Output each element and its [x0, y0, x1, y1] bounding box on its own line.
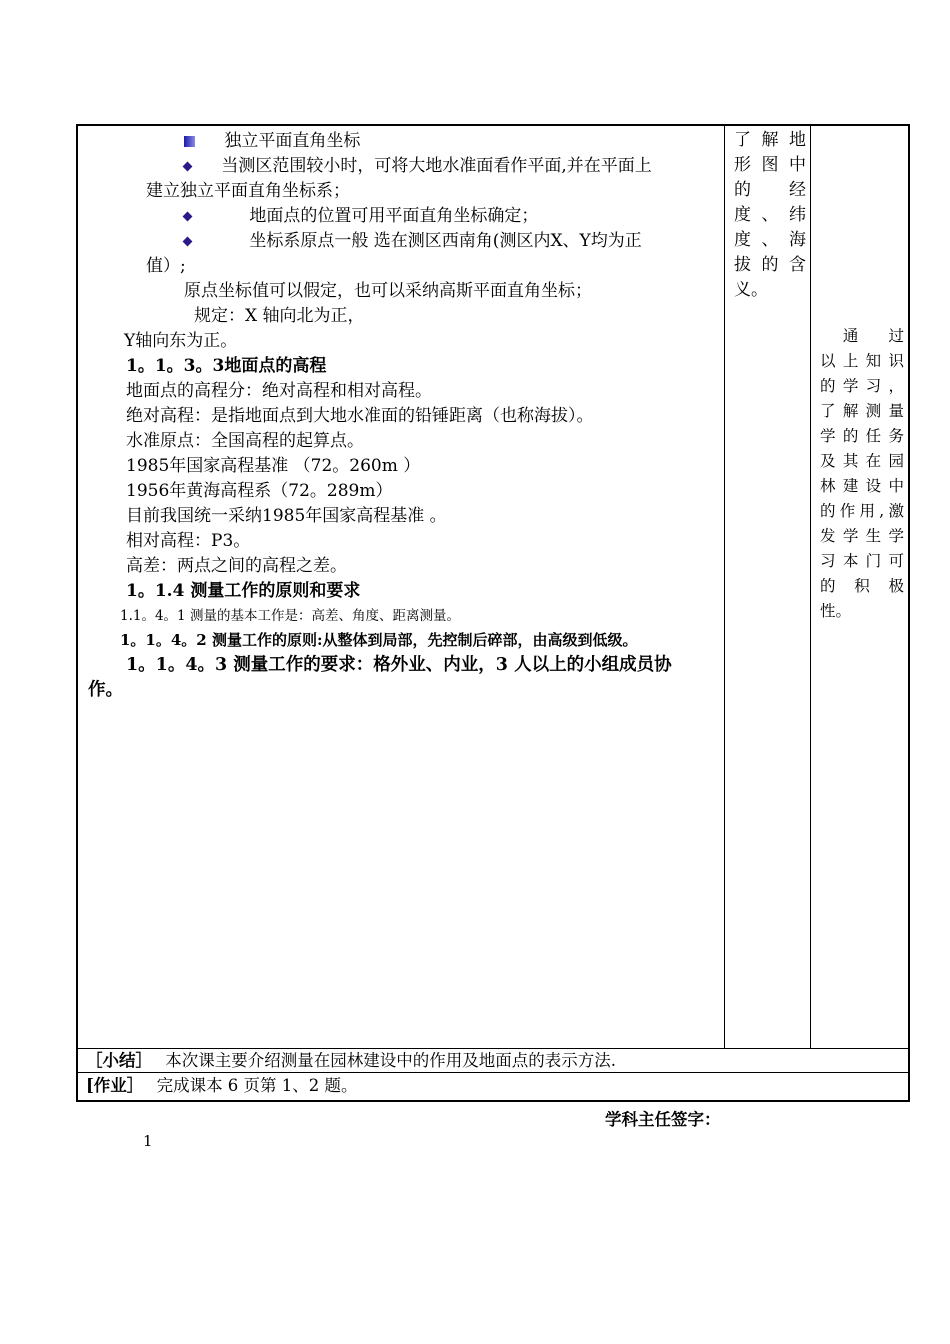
- summary-row: [86, 1050, 616, 1072]
- text-line: 拔的含: [734, 255, 806, 275]
- summary-text: 本次课主要介绍测量在园林建设中的作用及地面点的表示方法.: [165, 1051, 616, 1070]
- text-line: 水准原点：全国高程的起算点。: [126, 431, 364, 451]
- text-line: 了解地: [734, 130, 806, 150]
- text-line: 1.1。4。1 测量的基本工作是：高差、角度、距离测量。: [120, 608, 460, 624]
- text-line: 作。: [88, 680, 123, 700]
- coord-heading: 独立平面直角坐标: [184, 130, 360, 152]
- text-line: 地面点的高程分：绝对高程和相对高程。: [126, 381, 432, 401]
- text-line: 了解测量: [820, 402, 904, 420]
- section-heading: 1。1.4 测量工作的原则和要求: [126, 581, 361, 601]
- section-heading: 1。1。3。3地面点的高程: [126, 356, 327, 376]
- text-line: 1985年国家高程基准 （72。260m ）: [126, 456, 421, 476]
- diamond-bullet-icon: [183, 162, 193, 172]
- page-number: 1: [143, 1132, 153, 1150]
- homework-label: [作业］: [86, 1076, 144, 1095]
- text-line: 以上知识: [820, 352, 904, 370]
- text-line: 发学生学: [820, 527, 904, 545]
- text-line: 1。1。4。2 测量工作的原则:从整体到局部，先控制后碎部，由高级到低级。: [120, 631, 638, 649]
- text-line: 的作用,激: [820, 502, 904, 520]
- text-line: 值）;: [146, 256, 186, 276]
- main-content-cell: [78, 126, 724, 1048]
- text-line: 相对高程：P3。: [126, 531, 251, 551]
- summary-label: ［小结］: [86, 1051, 152, 1070]
- text-line: 义。: [734, 280, 768, 300]
- bullet-item: 坐标系原点一般 选在测区西南角(测区内X、Y均为正: [184, 230, 642, 252]
- text-line: 的学习，: [820, 377, 904, 395]
- text-line: 绝对高程：是指地面点到大地水准面的铅锤距离（也称海拔）。: [126, 406, 594, 426]
- signature-label: 学科主任签字：: [605, 1110, 721, 1129]
- text-line: 学的任务: [820, 427, 904, 445]
- text-line: 及其在园: [820, 452, 904, 470]
- text-line: 高差：两点之间的高程之差。: [126, 556, 347, 576]
- text-line: 度、纬: [734, 205, 806, 225]
- text-line: 原点坐标值可以假定，也可以采纳高斯平面直角坐标；: [184, 281, 592, 301]
- objective-cell: [734, 128, 806, 303]
- diamond-bullet-icon: [183, 212, 193, 222]
- column-divider: [810, 126, 811, 1048]
- text-line: 建立独立平面直角坐标系；: [146, 181, 350, 201]
- homework-text: 完成课本 6 页第 1、2 题。: [156, 1076, 358, 1095]
- text-line: 1956年黄海高程系（72。289m）: [126, 481, 393, 501]
- lesson-table: [76, 124, 910, 1102]
- diamond-bullet-icon: [183, 237, 193, 247]
- text-line: 形图中: [734, 155, 806, 175]
- column-divider: [724, 126, 725, 1048]
- text-line: 习本门可: [820, 552, 904, 570]
- text-line: 度、海: [734, 230, 806, 250]
- bullet-item: 地面点的位置可用平面直角坐标确定；: [184, 205, 538, 227]
- purpose-cell: [820, 324, 904, 624]
- row-divider: [78, 1072, 908, 1073]
- square-bullet-icon: [184, 136, 195, 147]
- text-line: 通 过: [820, 327, 904, 345]
- text-line: 的 积 极: [820, 577, 904, 595]
- text-line: 的 经: [734, 180, 806, 200]
- bullet-item: 当测区范围较小时，可将大地水准面看作平面,并在平面上: [184, 155, 652, 177]
- text-line: 1。1。4。3 测量工作的要求：格外业、内业，3 人以上的小组成员协: [126, 655, 672, 675]
- row-divider: [78, 1048, 908, 1049]
- text-line: 性。: [820, 602, 852, 620]
- text-line: 规定：X 轴向北为正，: [194, 306, 365, 326]
- text-line: Y轴向东为正。: [124, 331, 238, 351]
- text-line: 目前我国统一采纳1985年国家高程基准 。: [126, 506, 447, 526]
- homework-row: [86, 1075, 358, 1097]
- text-line: 林建设中: [820, 477, 904, 495]
